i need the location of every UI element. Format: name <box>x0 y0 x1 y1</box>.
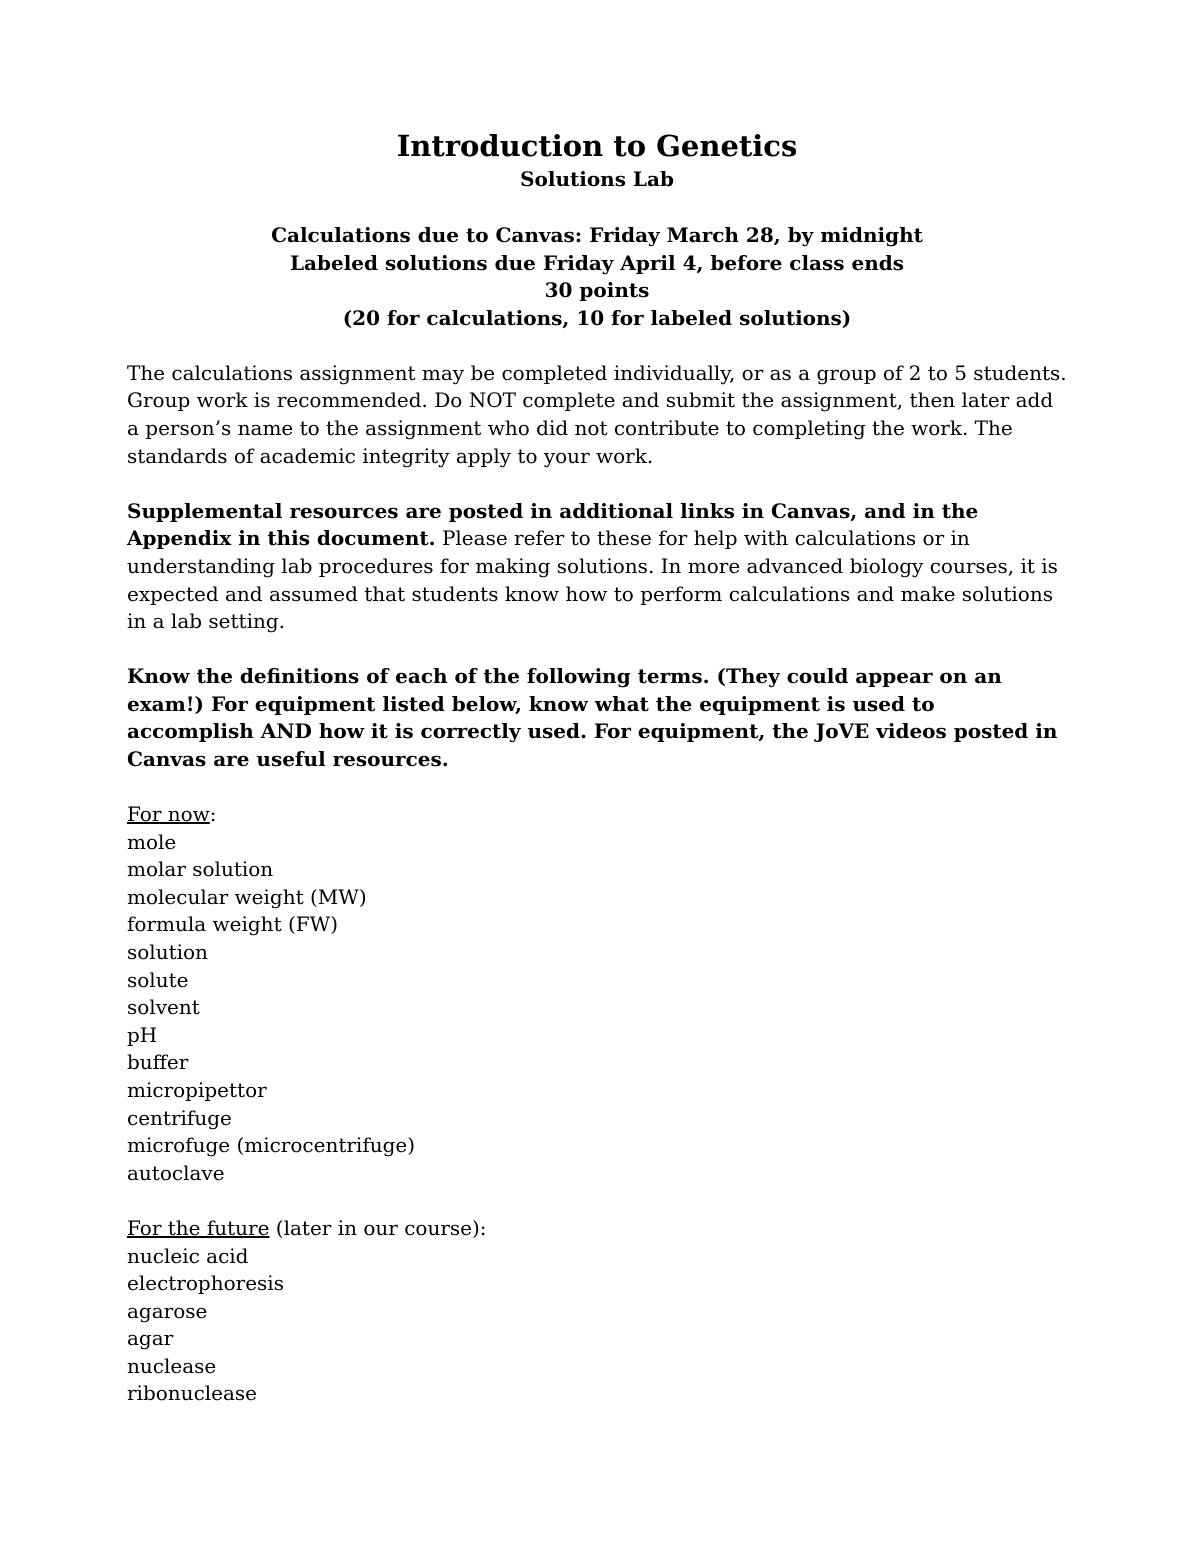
term-item: buffer <box>127 1050 189 1075</box>
for-now-term-list <box>127 829 1067 1188</box>
term-item: ribonuclease <box>127 1381 258 1406</box>
term-item: nucleic acid <box>127 1243 249 1268</box>
term-item: agar <box>127 1326 174 1351</box>
term-item: solvent <box>127 995 200 1020</box>
term-item: molecular weight (MW) <box>127 884 367 909</box>
definitions-instructions-paragraph: Know the definitions of each of the following terms. (They could appear on an exam!) For equipment listed below, know what the equipment is used to accomplish AND how it is correctly used. For equipment, the JoVE videos posted in Canvas are useful resources. <box>127 664 1058 771</box>
resources-paragraph-bold: Supplemental resources are posted in additional links in Canvas, and in the Appendix in this document. <box>127 498 979 551</box>
for-now-heading: For now <box>127 802 210 827</box>
due-dates-block <box>127 222 1067 332</box>
term-item: mole <box>127 829 177 854</box>
document-title: Introduction to Genetics <box>396 129 798 163</box>
resources-paragraph-rest: Please refer to these for help with calculations or in understanding lab procedures for making solutions. In more advanced biology courses, it is expected and assumed that students know how to perform calculations and make solutions in a lab setting. <box>127 526 1058 634</box>
document-body <box>127 126 1067 1408</box>
term-item: autoclave <box>127 1160 225 1185</box>
term-item: formula weight (FW) <box>127 912 338 937</box>
calculations-due-line: Calculations due to Canvas: Friday March 28, by midnight <box>271 223 923 247</box>
term-item: pH <box>127 1022 158 1047</box>
for-future-heading-suffix: (later in our course): <box>269 1215 487 1240</box>
term-item: solute <box>127 967 189 992</box>
for-future-heading: For the future <box>127 1215 270 1240</box>
term-item: solution <box>127 940 208 965</box>
for-now-heading-line <box>127 801 1067 829</box>
term-item: agarose <box>127 1298 208 1323</box>
term-item: molar solution <box>127 857 274 882</box>
for-future-section <box>127 1215 1067 1408</box>
term-item: micropipettor <box>127 1078 267 1103</box>
group-work-paragraph: The calculations assignment may be completed individually, or as a group of 2 to 5 students. Group work is recommended. Do NOT complete and submit the assignment, then later add a person’s name to the assignment who did not contribute to completing the work. The standards of academic integrity apply to your work. <box>127 360 1067 468</box>
points-line: 30 points <box>544 278 650 303</box>
for-future-term-list <box>127 1243 1067 1409</box>
term-item: electrophoresis <box>127 1271 284 1296</box>
for-now-section <box>127 801 1067 1187</box>
for-future-heading-line <box>127 1215 1067 1243</box>
labeled-solutions-due-line: Labeled solutions due Friday April 4, before class ends <box>289 250 905 275</box>
document-subtitle: Solutions Lab <box>520 167 674 191</box>
resources-paragraph <box>127 498 1067 636</box>
for-now-heading-suffix: : <box>209 802 217 827</box>
term-item: centrifuge <box>127 1105 232 1130</box>
header-block <box>127 126 1067 193</box>
term-item: microfuge (microcentrifuge) <box>127 1133 416 1158</box>
term-item: nuclease <box>127 1353 217 1378</box>
points-breakdown-line: (20 for calculations, 10 for labeled solutions) <box>342 305 852 330</box>
